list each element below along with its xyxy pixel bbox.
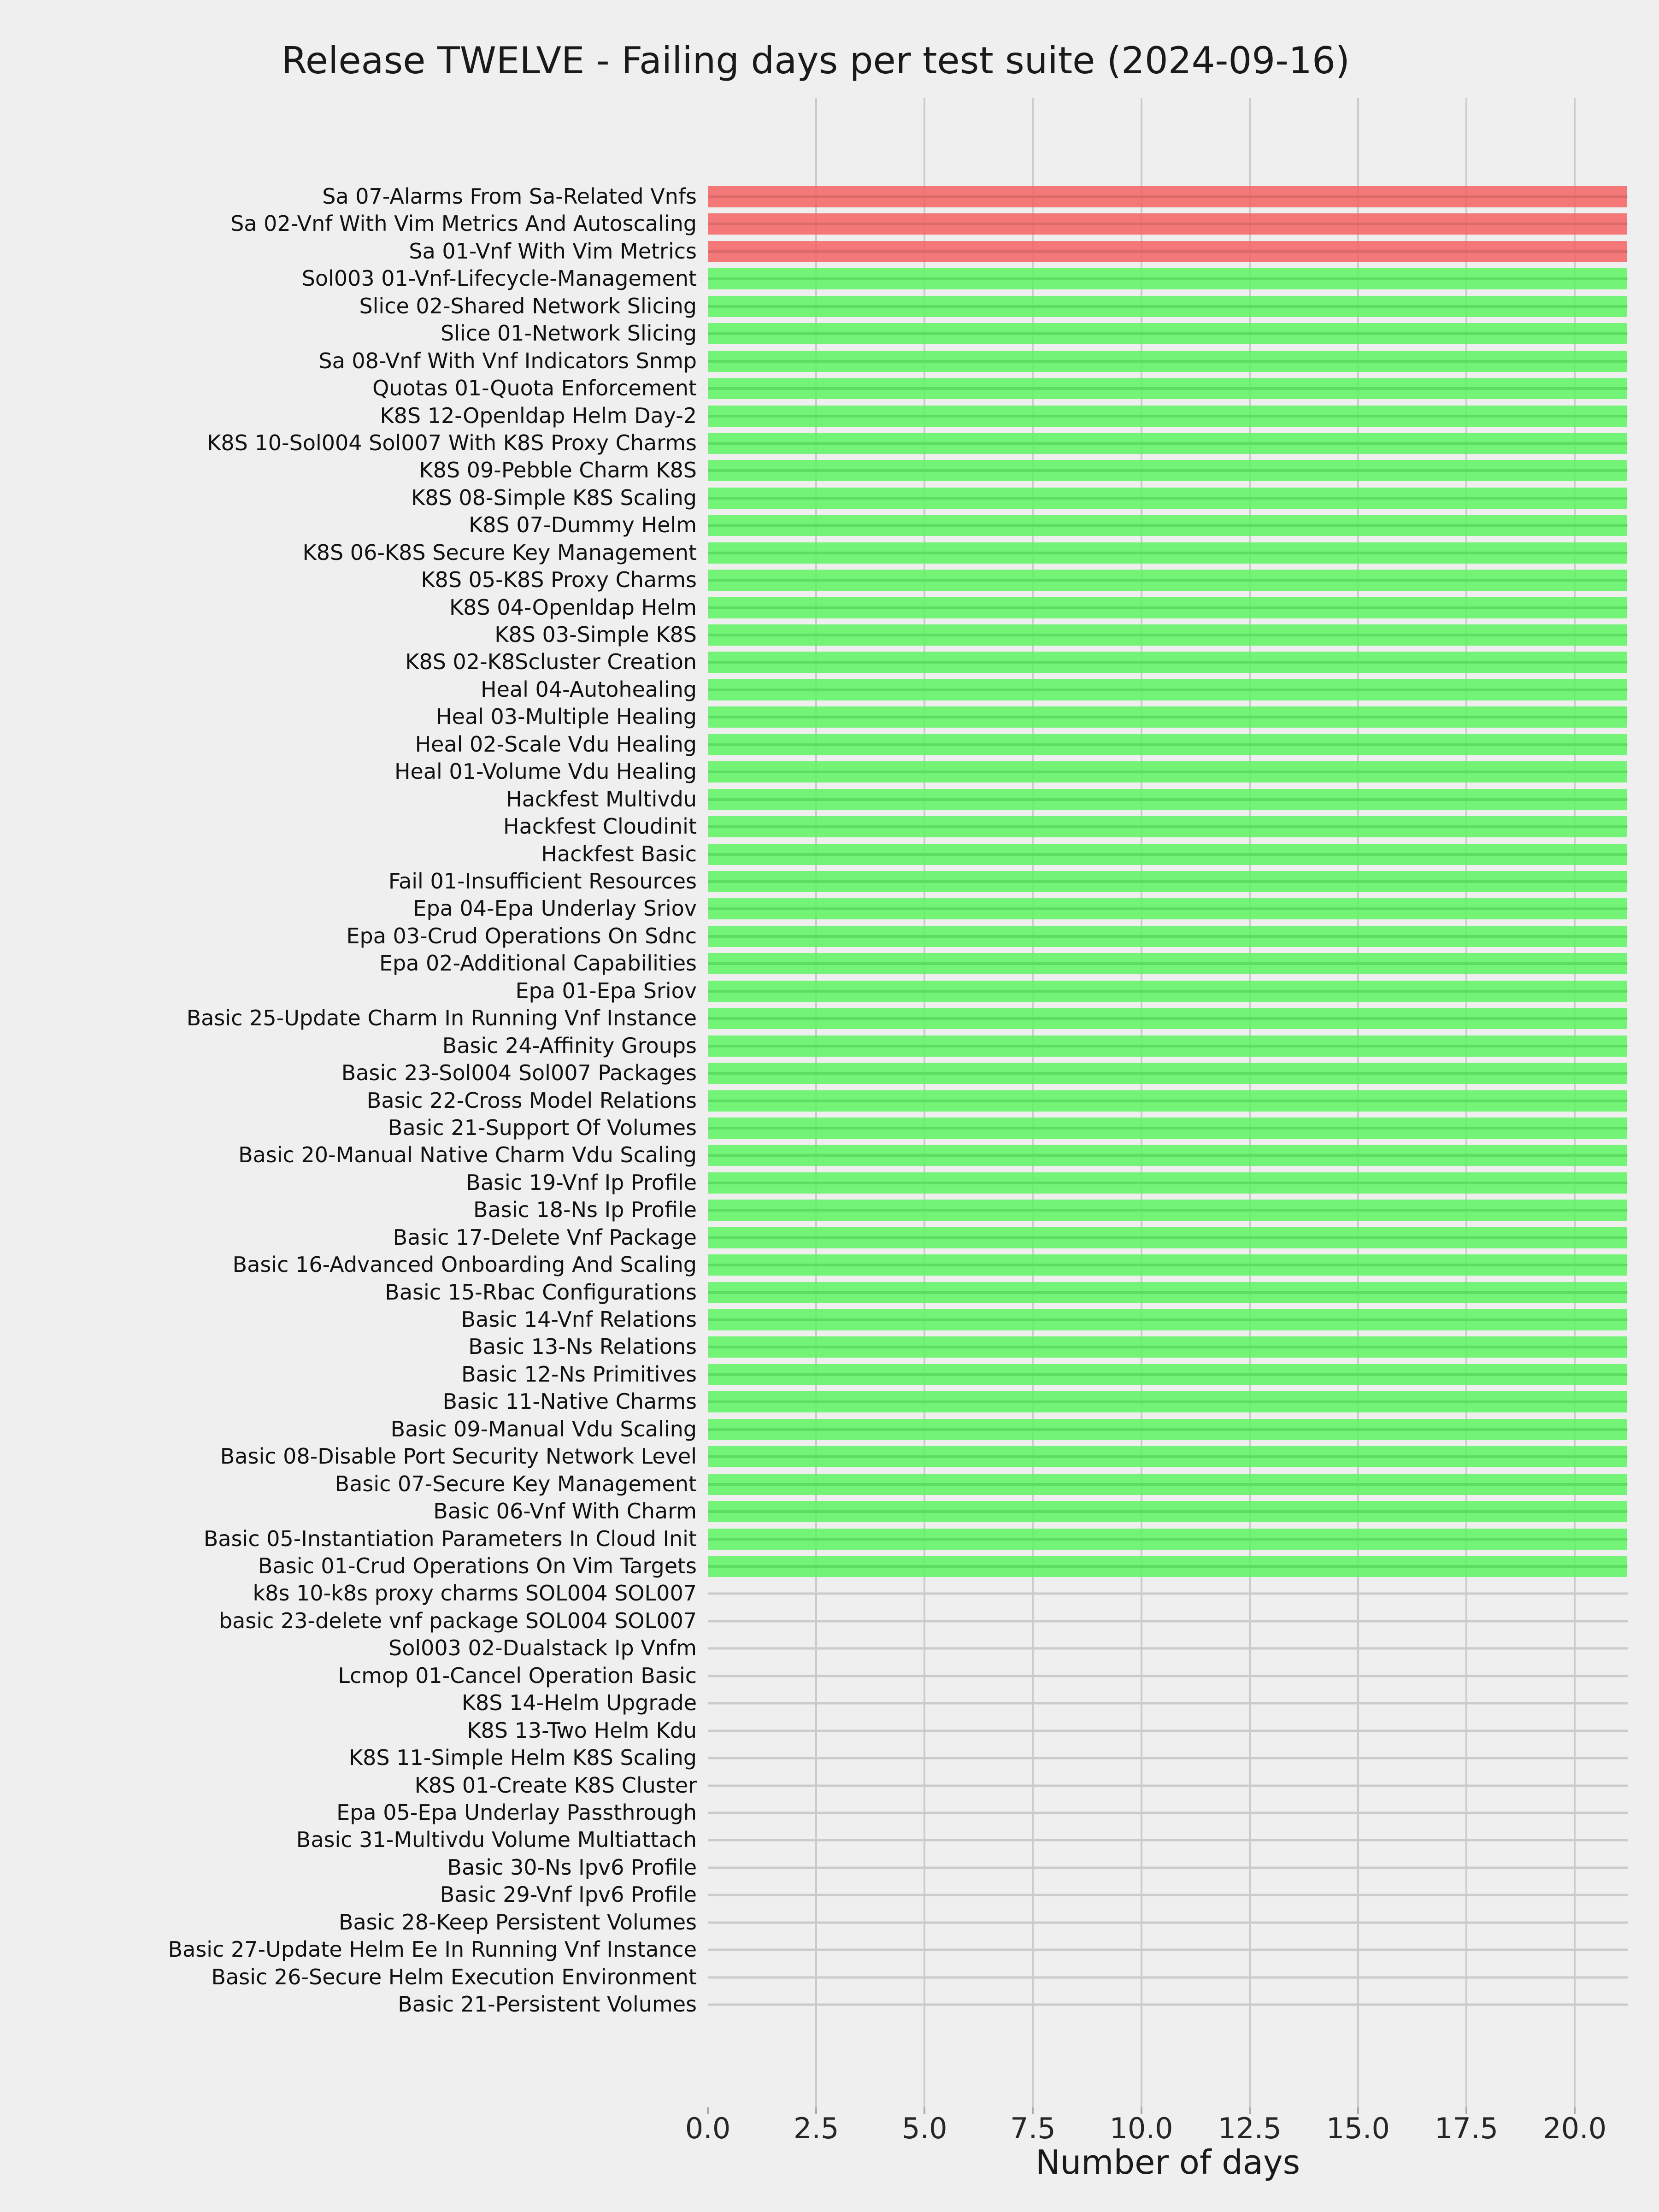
bar-seam: [708, 579, 1627, 582]
passing-bar: [708, 323, 1627, 344]
x-tick-label: 17.5: [1435, 2112, 1499, 2145]
suite-label: Hackfest Multivdu: [506, 786, 697, 812]
bar-seam: [708, 1236, 1627, 1239]
y-gridline: [708, 1675, 1628, 1677]
suite-label: K8S 14-Helm Upgrade: [461, 1690, 697, 1716]
suite-label: Sa 07-Alarms From Sa-Related Vnfs: [322, 183, 697, 209]
y-gridline: [708, 1921, 1628, 1924]
x-tick-label: 7.5: [1010, 2112, 1056, 2145]
suite-label: Hackfest Basic: [541, 841, 697, 866]
passing-bar: [708, 734, 1627, 755]
y-gridline: [708, 1976, 1628, 1978]
bar-seam: [708, 1045, 1627, 1047]
suite-label: Fail 01-Insufficient Resources: [388, 868, 697, 894]
passing-bar: [708, 706, 1627, 728]
bar-seam: [708, 825, 1627, 828]
bar-seam: [708, 250, 1627, 253]
bar-seam: [708, 1346, 1627, 1348]
passing-bar: [708, 1008, 1627, 1029]
y-gridline: [708, 1894, 1628, 1896]
passing-bar: [708, 515, 1627, 536]
y-gridline: [708, 2004, 1628, 2006]
bar-seam: [708, 880, 1627, 883]
suite-label: Basic 15-Rbac Configurations: [385, 1279, 697, 1305]
bar-seam: [708, 415, 1627, 418]
suite-label: Basic 24-Affinity Groups: [442, 1033, 697, 1058]
passing-bar: [708, 378, 1627, 399]
y-gridline: [708, 1730, 1628, 1732]
passing-bar: [708, 1309, 1627, 1330]
suite-label: Sa 02-Vnf With Vim Metrics And Autoscaling: [230, 211, 697, 236]
passing-bar: [708, 351, 1627, 372]
suite-label: K8S 02-K8Scluster Creation: [405, 649, 697, 675]
passing-bar: [708, 624, 1627, 646]
passing-bar: [708, 844, 1627, 865]
suite-label: K8S 03-Simple K8S: [494, 622, 697, 647]
bar-seam: [708, 1072, 1627, 1075]
y-gridline: [708, 1866, 1628, 1869]
suite-label: K8S 13-Two Helm Kdu: [467, 1718, 697, 1743]
bar-seam: [708, 1264, 1627, 1266]
bar-seam: [708, 277, 1627, 280]
passing-bar: [708, 1035, 1627, 1057]
y-gridline: [708, 1812, 1628, 1814]
passing-bar: [708, 1172, 1627, 1194]
suite-label: Basic 09-Manual Vdu Scaling: [390, 1416, 697, 1441]
bar-seam: [708, 360, 1627, 363]
bar-seam: [708, 1483, 1627, 1486]
suite-label: K8S 09-Pebble Charm K8S: [419, 458, 697, 483]
suite-label: K8S 06-K8S Secure Key Management: [302, 540, 697, 565]
passing-bar: [708, 433, 1627, 454]
x-tick-label: 15.0: [1326, 2112, 1390, 2145]
x-tick-label: 5.0: [901, 2112, 947, 2145]
passing-bar: [708, 1118, 1627, 1139]
suite-label: K8S 11-Simple Helm K8S Scaling: [348, 1745, 697, 1770]
failing-bar: [708, 186, 1627, 207]
passing-bar: [708, 1446, 1627, 1467]
suite-label: Basic 22-Cross Model Relations: [366, 1088, 697, 1113]
suite-label: Slice 01-Network Slicing: [441, 321, 697, 346]
suite-label: K8S 07-Dummy Helm: [469, 512, 697, 538]
bar-seam: [708, 688, 1627, 691]
suite-label: Basic 30-Ns Ipv6 Profile: [447, 1854, 697, 1880]
suite-label: Basic 06-Vnf With Charm: [433, 1499, 697, 1524]
passing-bar: [708, 542, 1627, 564]
suite-label: Quotas 01-Quota Enforcement: [372, 375, 697, 400]
bar-seam: [708, 1565, 1627, 1568]
passing-bar: [708, 1063, 1627, 1084]
bar-seam: [708, 497, 1627, 500]
bar-seam: [708, 305, 1627, 308]
bar-seam: [708, 524, 1627, 527]
bar-seam: [708, 606, 1627, 609]
passing-bar: [708, 1282, 1627, 1303]
passing-bar: [708, 406, 1627, 427]
passing-bar: [708, 460, 1627, 481]
suite-label: Basic 28-Keep Persistent Volumes: [338, 1909, 697, 1935]
y-gridline: [708, 1949, 1628, 1951]
suite-label: Basic 26-Secure Helm Execution Environment: [211, 1964, 697, 1989]
suite-label: Basic 13-Ns Relations: [468, 1334, 697, 1359]
x-tick-label: 12.5: [1218, 2112, 1282, 2145]
bar-seam: [708, 1182, 1627, 1184]
suite-label: Epa 05-Epa Underlay Passthrough: [336, 1800, 697, 1825]
passing-bar: [708, 268, 1627, 289]
passing-bar: [708, 1501, 1627, 1522]
bar-seam: [708, 935, 1627, 938]
suite-label: Basic 18-Ns Ip Profile: [473, 1197, 697, 1223]
bar-seam: [708, 1100, 1627, 1102]
passing-bar: [708, 898, 1627, 919]
suite-label: Slice 02-Shared Network Slicing: [359, 293, 697, 318]
passing-bar: [708, 1090, 1627, 1112]
y-gridline: [708, 1593, 1628, 1595]
bar-seam: [708, 798, 1627, 801]
suite-label: Basic 29-Vnf Ipv6 Profile: [440, 1882, 697, 1907]
suite-label: Basic 17-Delete Vnf Package: [393, 1224, 697, 1250]
suite-label: Basic 31-Multivdu Volume Multiattach: [296, 1827, 697, 1853]
passing-bar: [708, 1364, 1627, 1385]
suite-label: Basic 14-Vnf Relations: [461, 1306, 697, 1332]
passing-bar: [708, 488, 1627, 509]
passing-bar: [708, 789, 1627, 810]
bar-seam: [708, 716, 1627, 718]
passing-bar: [708, 1227, 1627, 1248]
suite-label: Epa 04-Epa Underlay Sriov: [413, 896, 697, 921]
x-axis-title: Number of days: [1035, 2143, 1300, 2182]
suite-label: Sa 08-Vnf With Vnf Indicators Snmp: [318, 348, 697, 373]
passing-bar: [708, 1419, 1627, 1440]
bar-seam: [708, 1154, 1627, 1157]
suite-label: Heal 02-Scale Vdu Healing: [415, 731, 697, 757]
passing-bar: [708, 1145, 1627, 1166]
passing-bar: [708, 652, 1627, 673]
suite-label: Lcmop 01-Cancel Operation Basic: [338, 1663, 697, 1688]
suite-label: Basic 27-Update Helm Ee In Running Vnf Instance: [168, 1937, 697, 1962]
passing-bar: [708, 1200, 1627, 1221]
suite-label: K8S 08-Simple K8S Scaling: [411, 485, 697, 510]
passing-bar: [708, 871, 1627, 892]
suite-label: Sol003 01-Vnf-Lifecycle-Management: [301, 266, 697, 291]
bar-seam: [708, 469, 1627, 472]
suite-label: K8S 04-Openldap Helm: [449, 594, 697, 620]
suite-label: Heal 03-Multiple Healing: [436, 704, 697, 729]
bar-seam: [708, 1510, 1627, 1513]
suite-label: Epa 01-Epa Sriov: [515, 978, 697, 1003]
y-gridline: [708, 1839, 1628, 1841]
passing-bar: [708, 679, 1627, 700]
bar-seam: [708, 1373, 1627, 1376]
bar-seam: [708, 387, 1627, 390]
suite-label: k8s 10-k8s proxy charms SOL004 SOL007: [253, 1581, 697, 1606]
suite-label: K8S 10-Sol004 Sol007 With K8S Proxy Charms: [207, 430, 697, 455]
y-gridline: [708, 1702, 1628, 1705]
bar-seam: [708, 743, 1627, 746]
suite-label: Heal 01-Volume Vdu Healing: [394, 759, 697, 784]
suite-label: basic 23-delete vnf package SOL004 SOL007: [218, 1608, 697, 1633]
bar-seam: [708, 962, 1627, 965]
bar-seam: [708, 661, 1627, 664]
failing-bar: [708, 213, 1627, 235]
suite-label: Heal 04-Autohealing: [481, 677, 697, 702]
bar-seam: [708, 332, 1627, 335]
bar-seam: [708, 1538, 1627, 1541]
suite-label: K8S 05-K8S Proxy Charms: [421, 567, 697, 593]
passing-bar: [708, 296, 1627, 317]
suite-label: K8S 12-Openldap Helm Day-2: [380, 403, 697, 428]
bar-seam: [708, 1318, 1627, 1321]
passing-bar: [708, 1391, 1627, 1412]
x-tick-label: 10.0: [1109, 2112, 1173, 2145]
passing-bar: [708, 981, 1627, 1002]
passing-bar: [708, 761, 1627, 782]
suite-label: Basic 21-Support Of Volumes: [388, 1115, 697, 1140]
y-gridline: [708, 1647, 1628, 1650]
bar-seam: [708, 1291, 1627, 1294]
plot-area: [708, 94, 1628, 2107]
suite-label: K8S 01-Create K8S Cluster: [414, 1772, 697, 1798]
suite-label: Sa 01-Vnf With Vim Metrics: [409, 238, 697, 264]
y-gridline: [708, 1757, 1628, 1759]
passing-bar: [708, 816, 1627, 837]
bar-seam: [708, 1428, 1627, 1431]
y-gridline: [708, 1620, 1628, 1622]
passing-bar: [708, 1336, 1627, 1358]
passing-bar: [708, 926, 1627, 947]
suite-label: Epa 02-Additional Capabilities: [379, 951, 697, 976]
bar-seam: [708, 907, 1627, 910]
bar-seam: [708, 195, 1627, 198]
chart-title: Release TWELVE - Failing days per test suite (2024-09-16): [281, 39, 1350, 82]
bar-seam: [708, 853, 1627, 856]
passing-bar: [708, 1529, 1627, 1550]
passing-bar: [708, 1474, 1627, 1495]
suite-label: Basic 11-Native Charms: [442, 1389, 697, 1414]
suite-label: Hackfest Cloudinit: [503, 814, 697, 839]
suite-label: Basic 12-Ns Primitives: [461, 1361, 697, 1387]
bar-seam: [708, 223, 1627, 225]
suite-label: Basic 05-Instantiation Parameters In Cloud Init: [203, 1526, 697, 1551]
passing-bar: [708, 570, 1627, 591]
passing-bar: [708, 1556, 1627, 1577]
suite-label: Basic 07-Secure Key Management: [335, 1471, 697, 1496]
bar-seam: [708, 1209, 1627, 1212]
passing-bar: [708, 1254, 1627, 1276]
bar-seam: [708, 1017, 1627, 1020]
y-axis-labels: [0, 94, 702, 2107]
x-tick-label: 20.0: [1543, 2112, 1607, 2145]
passing-bar: [708, 597, 1627, 618]
suite-label: Basic 08-Disable Port Security Network Level: [220, 1444, 697, 1469]
bar-seam: [708, 1455, 1627, 1458]
suite-label: Basic 23-Sol004 Sol007 Packages: [341, 1060, 697, 1085]
passing-bar: [708, 953, 1627, 974]
suite-label: Epa 03-Crud Operations On Sdnc: [346, 923, 697, 948]
bar-seam: [708, 1400, 1627, 1403]
y-gridline: [708, 1784, 1628, 1787]
suite-label: Basic 21-Persistent Volumes: [398, 1991, 697, 2017]
suite-label: Basic 01-Crud Operations On Vim Targets: [258, 1553, 697, 1578]
suite-label: Basic 16-Advanced Onboarding And Scaling: [232, 1252, 697, 1277]
x-tick-label: 2.5: [793, 2112, 839, 2145]
suite-label: Basic 20-Manual Native Charm Vdu Scaling: [238, 1142, 697, 1168]
bar-seam: [708, 634, 1627, 636]
bar-seam: [708, 442, 1627, 445]
bar-seam: [708, 990, 1627, 993]
suite-label: Basic 19-Vnf Ip Profile: [466, 1170, 697, 1195]
bar-seam: [708, 552, 1627, 554]
suite-label: Basic 25-Update Charm In Running Vnf Instance: [186, 1006, 697, 1031]
bar-seam: [708, 771, 1627, 773]
bar-seam: [708, 1127, 1627, 1130]
suite-label: Sol003 02-Dualstack Ip Vnfm: [388, 1635, 697, 1661]
x-tick-label: 0.0: [685, 2112, 731, 2145]
failing-bar: [708, 241, 1627, 262]
